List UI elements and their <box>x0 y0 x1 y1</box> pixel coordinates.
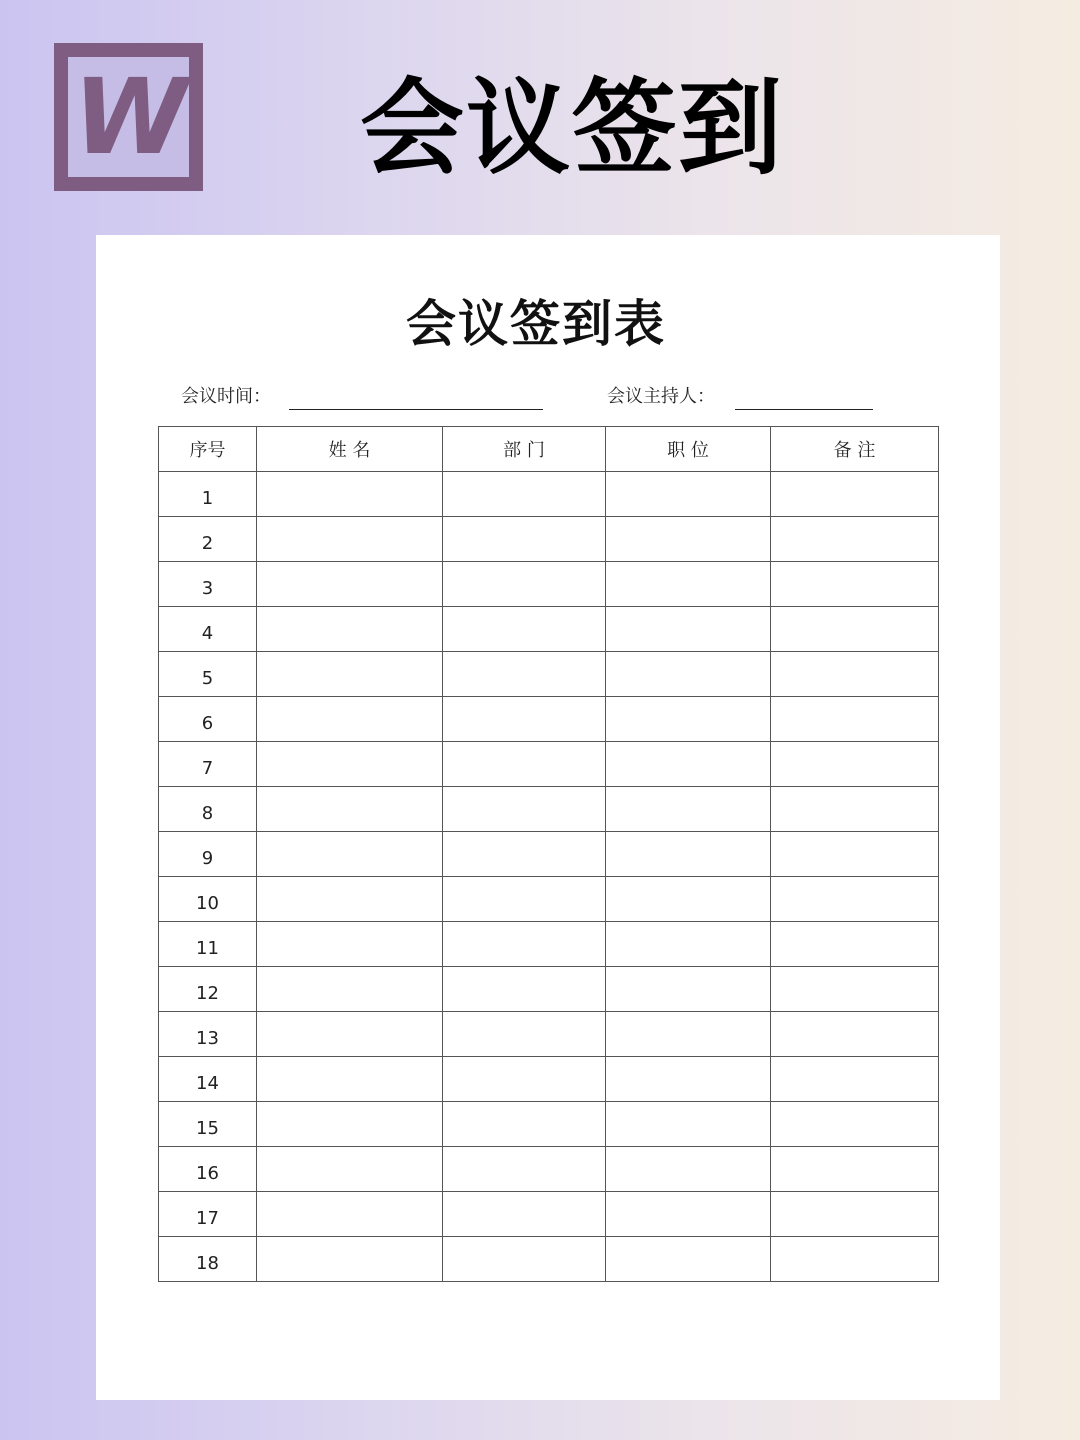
host-field[interactable] <box>735 409 873 410</box>
document-title: 会议签到表 <box>406 295 666 353</box>
table-row <box>159 1237 939 1282</box>
table-row <box>159 1147 939 1192</box>
name-cell[interactable] <box>257 697 443 742</box>
table-row <box>159 1102 939 1147</box>
row-index: 2 <box>159 517 257 562</box>
row-index: 12 <box>159 967 257 1012</box>
word-logo-inner <box>68 57 189 177</box>
table-row <box>159 562 939 607</box>
position-cell[interactable] <box>606 787 771 832</box>
row-index: 4 <box>159 607 257 652</box>
remarks-cell[interactable] <box>771 742 939 787</box>
name-cell[interactable] <box>257 922 443 967</box>
row-index: 15 <box>159 1102 257 1147</box>
row-index: 1 <box>159 472 257 517</box>
row-index: 11 <box>159 922 257 967</box>
name-cell[interactable] <box>257 787 443 832</box>
row-index: 17 <box>159 1192 257 1237</box>
row-index: 8 <box>159 787 257 832</box>
department-cell[interactable] <box>443 607 606 652</box>
position-cell[interactable] <box>606 1147 771 1192</box>
name-cell[interactable] <box>257 1057 443 1102</box>
remarks-cell[interactable] <box>771 472 939 517</box>
meeting-time-label: 会议时间： <box>181 386 271 407</box>
header-department: 部 门 <box>443 427 606 472</box>
remarks-cell[interactable] <box>771 1102 939 1147</box>
name-cell[interactable] <box>257 967 443 1012</box>
department-cell[interactable] <box>443 1192 606 1237</box>
department-cell[interactable] <box>443 1012 606 1057</box>
signin-table <box>158 426 939 1282</box>
table-row <box>159 877 939 922</box>
name-cell[interactable] <box>257 877 443 922</box>
position-cell[interactable] <box>606 562 771 607</box>
word-logo-letter: W <box>73 56 184 178</box>
word-logo-icon <box>54 43 203 191</box>
department-cell[interactable] <box>443 742 606 787</box>
position-cell[interactable] <box>606 1102 771 1147</box>
department-cell[interactable] <box>443 787 606 832</box>
remarks-cell[interactable] <box>771 652 939 697</box>
remarks-cell[interactable] <box>771 1147 939 1192</box>
table-row <box>159 1012 939 1057</box>
position-cell[interactable] <box>606 922 771 967</box>
banner-title: 会议签到 <box>360 67 785 189</box>
name-cell[interactable] <box>257 832 443 877</box>
position-cell[interactable] <box>606 607 771 652</box>
table-row <box>159 517 939 562</box>
remarks-cell[interactable] <box>771 697 939 742</box>
table-row <box>159 787 939 832</box>
remarks-cell[interactable] <box>771 562 939 607</box>
table-row <box>159 1192 939 1237</box>
header-index: 序号 <box>159 427 257 472</box>
remarks-cell[interactable] <box>771 607 939 652</box>
row-index: 6 <box>159 697 257 742</box>
row-index: 10 <box>159 877 257 922</box>
name-cell[interactable] <box>257 472 443 517</box>
name-cell[interactable] <box>257 1237 443 1282</box>
host-label: 会议主持人： <box>607 386 715 407</box>
table-row <box>159 652 939 697</box>
meeting-time-field[interactable] <box>289 409 543 410</box>
row-index: 14 <box>159 1057 257 1102</box>
table-row <box>159 1057 939 1102</box>
position-cell[interactable] <box>606 832 771 877</box>
remarks-cell[interactable] <box>771 1057 939 1102</box>
table-row <box>159 832 939 877</box>
position-cell[interactable] <box>606 967 771 1012</box>
department-cell[interactable] <box>443 832 606 877</box>
row-index: 7 <box>159 742 257 787</box>
department-cell[interactable] <box>443 517 606 562</box>
table-body <box>159 472 939 1282</box>
remarks-cell[interactable] <box>771 922 939 967</box>
remarks-cell[interactable] <box>771 517 939 562</box>
position-cell[interactable] <box>606 697 771 742</box>
department-cell[interactable] <box>443 922 606 967</box>
position-cell[interactable] <box>606 877 771 922</box>
department-cell[interactable] <box>443 1057 606 1102</box>
row-index: 13 <box>159 1012 257 1057</box>
table-row <box>159 607 939 652</box>
name-cell[interactable] <box>257 652 443 697</box>
position-cell[interactable] <box>606 1012 771 1057</box>
position-cell[interactable] <box>606 652 771 697</box>
remarks-cell[interactable] <box>771 967 939 1012</box>
header-remarks: 备 注 <box>771 427 939 472</box>
department-cell[interactable] <box>443 562 606 607</box>
remarks-cell[interactable] <box>771 832 939 877</box>
department-cell[interactable] <box>443 652 606 697</box>
position-cell[interactable] <box>606 1192 771 1237</box>
row-index: 9 <box>159 832 257 877</box>
name-cell[interactable] <box>257 1102 443 1147</box>
header-name: 姓 名 <box>257 427 443 472</box>
table-row <box>159 742 939 787</box>
row-index: 16 <box>159 1147 257 1192</box>
row-index: 5 <box>159 652 257 697</box>
department-cell[interactable] <box>443 967 606 1012</box>
row-index: 3 <box>159 562 257 607</box>
department-cell[interactable] <box>443 697 606 742</box>
name-cell[interactable] <box>257 742 443 787</box>
department-cell[interactable] <box>443 472 606 517</box>
department-cell[interactable] <box>443 1102 606 1147</box>
name-cell[interactable] <box>257 1192 443 1237</box>
remarks-cell[interactable] <box>771 877 939 922</box>
position-cell[interactable] <box>606 517 771 562</box>
name-cell[interactable] <box>257 1147 443 1192</box>
remarks-cell[interactable] <box>771 1192 939 1237</box>
remarks-cell[interactable] <box>771 1012 939 1057</box>
department-cell[interactable] <box>443 1147 606 1192</box>
row-index: 18 <box>159 1237 257 1282</box>
table-row <box>159 922 939 967</box>
remarks-cell[interactable] <box>771 1237 939 1282</box>
position-cell[interactable] <box>606 1057 771 1102</box>
position-cell[interactable] <box>606 1237 771 1282</box>
name-cell[interactable] <box>257 517 443 562</box>
table-row <box>159 472 939 517</box>
remarks-cell[interactable] <box>771 787 939 832</box>
header-position: 职 位 <box>606 427 771 472</box>
position-cell[interactable] <box>606 742 771 787</box>
table-row <box>159 967 939 1012</box>
table-row <box>159 697 939 742</box>
name-cell[interactable] <box>257 607 443 652</box>
name-cell[interactable] <box>257 562 443 607</box>
table-header-row <box>159 427 939 472</box>
department-cell[interactable] <box>443 1237 606 1282</box>
name-cell[interactable] <box>257 1012 443 1057</box>
department-cell[interactable] <box>443 877 606 922</box>
position-cell[interactable] <box>606 472 771 517</box>
